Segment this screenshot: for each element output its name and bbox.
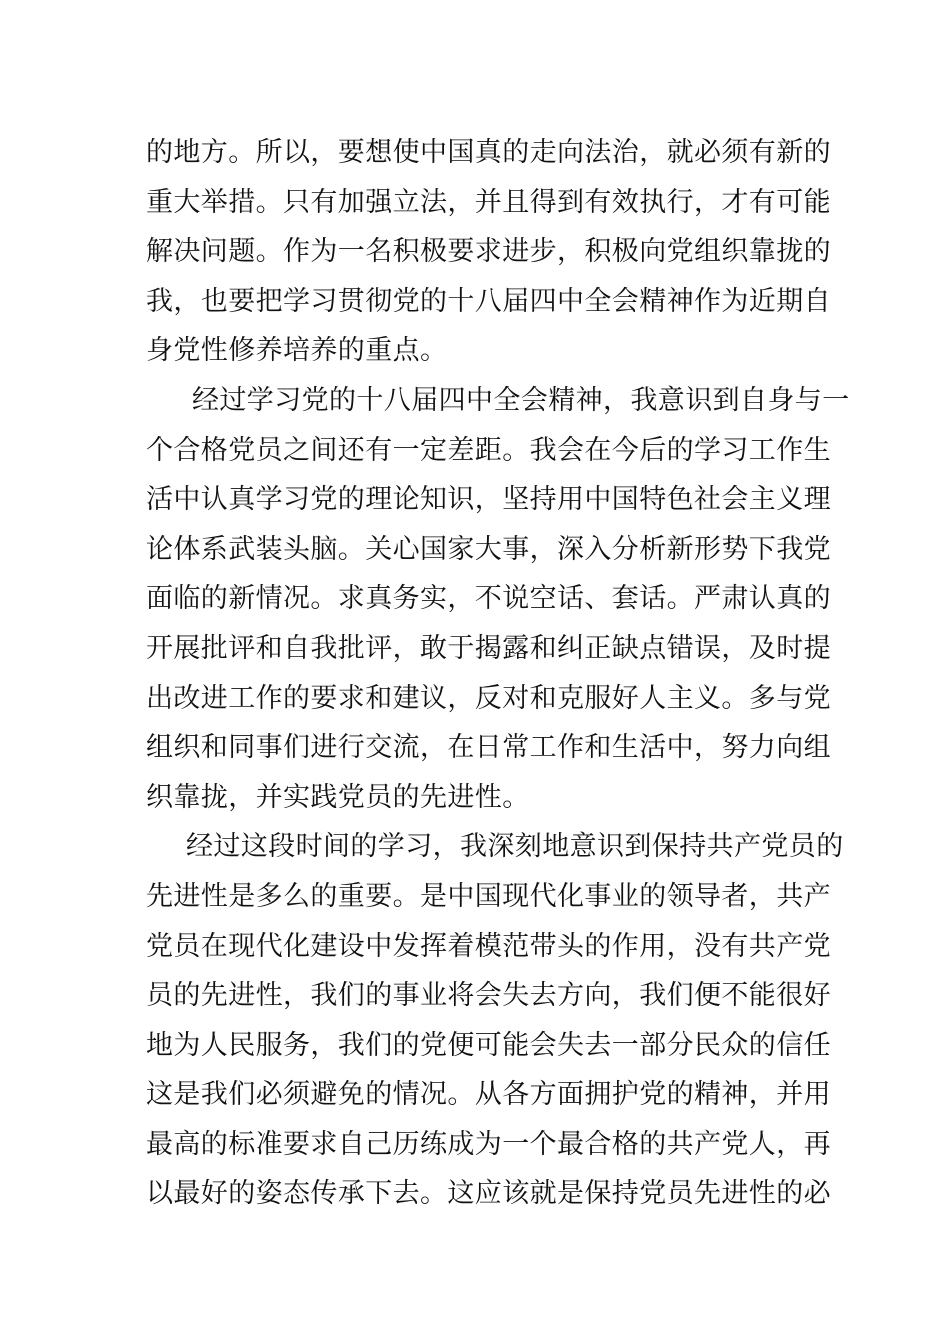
text-line: 党员在现代化建设中发挥着模范带头的作用，没有共产党 <box>146 930 831 962</box>
text-line: 重大举措。只有加强立法，并且得到有效执行，才有可能 <box>146 186 831 218</box>
paragraph-1 <box>146 128 831 376</box>
text-line: 身党性修养培养的重点。 <box>146 335 448 367</box>
text-line: 先进性是多么的重要。是中国现代化事业的领导者，共产 <box>146 880 831 912</box>
document-body <box>146 128 850 1219</box>
text-line: 织靠拢，并实践党员的先进性。 <box>146 781 530 813</box>
text-line: 活中认真学习党的理论知识，坚持用中国特色社会主义理 <box>146 484 831 516</box>
text-line: 出改进工作的要求和建议，反对和克服好人主义。多与党 <box>146 682 831 714</box>
text-line: 的地方。所以，要想使中国真的走向法治，就必须有新的 <box>146 137 831 168</box>
text-line: 组织和同事们进行交流，在日常工作和生活中，努力向组 <box>146 732 831 764</box>
text-line: 面临的新情况。求真务实，不说空话、套话。严肃认真的 <box>146 583 831 615</box>
text-line: 我，也要把学习贯彻党的十八届四中全会精神作为近期自 <box>146 285 831 317</box>
text-line: 个合格党员之间还有一定差距。我会在今后的学习工作生 <box>146 434 831 466</box>
text-line: 地为人民服务，我们的党便可能会失去一部分民众的信任 <box>146 1029 831 1061</box>
text-line: 以最好的姿态传承下去。这应该就是保持党员先进性的必 <box>146 1178 831 1210</box>
paragraph-3 <box>146 822 844 1219</box>
text-line-indented: 经过学习党的十八届四中全会精神，我意识到自身与一 <box>192 384 850 416</box>
paragraph-2 <box>146 376 850 822</box>
text-line: 最高的标准要求自己历练成为一个最合格的共产党人，再 <box>146 1128 831 1160</box>
text-line: 解决问题。作为一名积极要求进步，积极向党组织靠拢的 <box>146 236 831 268</box>
text-line-indented: 经过这段时间的学习，我深刻地意识到保持共产党员的 <box>186 831 844 863</box>
text-line: 开展批评和自我批评，敢于揭露和纠正缺点错误，及时提 <box>146 632 831 664</box>
text-line: 这是我们必须避免的情况。从各方面拥护党的精神，并用 <box>146 1079 831 1111</box>
text-line: 论体系武装头脑。关心国家大事，深入分析新形势下我党 <box>146 533 831 565</box>
text-line: 员的先进性，我们的事业将会失去方向，我们便不能很好 <box>146 980 831 1012</box>
